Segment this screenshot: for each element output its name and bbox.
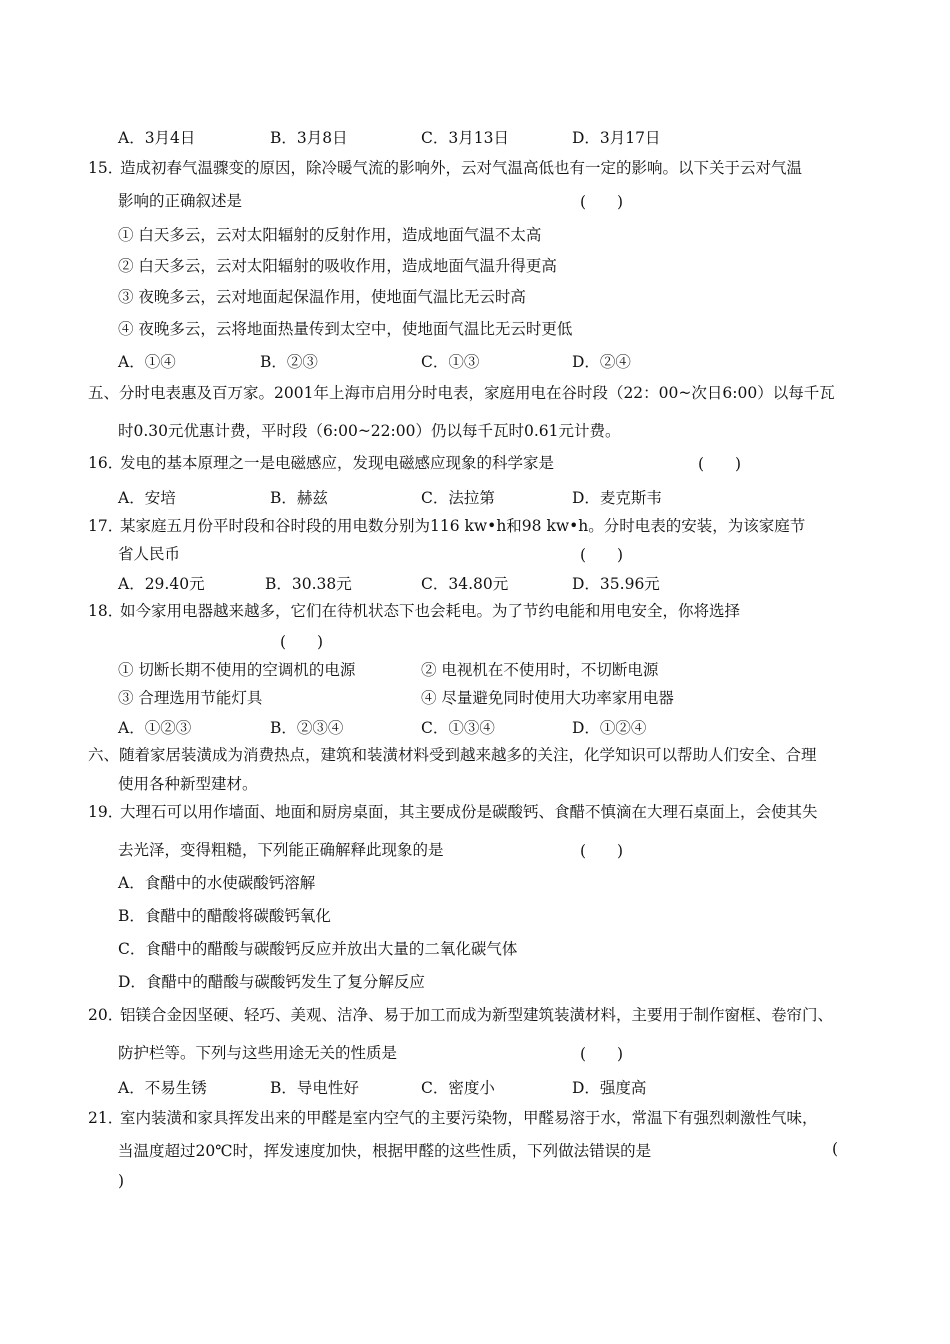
- q15-statement-2: ② 白天多云，云对太阳辐射的吸收作用，造成地面气温升得更高: [118, 257, 557, 275]
- q20-option-d: D．强度高: [572, 1079, 647, 1097]
- q16-option-d: D．麦克斯韦: [572, 489, 662, 507]
- q15-stem-line-2: 影响的正确叙述是: [118, 192, 243, 210]
- section5-intro-line-1: 五、分时电表惠及百万家。2001年上海市启用分时电表，家庭用电在谷时段（22：00~次日6:00）以每千瓦: [88, 384, 835, 402]
- q16-answer-blank: ( ): [698, 455, 742, 473]
- q15-answer-blank: ( ): [580, 193, 624, 211]
- q16-option-a: A．安培: [118, 489, 176, 507]
- q15-option-d: D．②④: [572, 353, 631, 371]
- section6-intro-line-2: 使用各种新型建材。: [118, 775, 258, 793]
- q15-stem-line-1: 15．造成初春气温骤变的原因，除冷暖气流的影响外，云对气温高低也有一定的影响。以下关于云对气温: [88, 159, 803, 177]
- q19-option-b: B．食醋中的醋酸将碳酸钙氧化: [118, 907, 331, 925]
- q20-option-a: A．不易生锈: [118, 1079, 207, 1097]
- q18-option-d: D．①②④: [572, 719, 647, 737]
- q21-stem-line-1: 21．室内装潢和家具挥发出来的甲醛是室内空气的主要污染物，甲醛易溶于水，常温下有强烈刺激性气味，: [88, 1109, 818, 1127]
- q14-option-c: C．3月13日: [421, 129, 509, 147]
- q17-stem-line-2: 省人民币: [118, 545, 181, 563]
- q16-number: 16．: [88, 454, 124, 472]
- q17-option-a: A．29.40元: [118, 575, 205, 593]
- q15-statement-4: ④ 夜晚多云，云将地面热量传到太空中，使地面气温比无云时更低: [118, 320, 573, 338]
- q16-option-b: B．赫兹: [270, 489, 328, 507]
- q21-answer-blank-close: ): [118, 1172, 125, 1190]
- q14-option-d: D．3月17日: [572, 129, 661, 147]
- q17-option-d: D．35.96元: [572, 575, 660, 593]
- q15-option-b: B．②③: [260, 353, 318, 371]
- q18-statement-3: ③ 合理选用节能灯具: [118, 689, 263, 707]
- q15-statement-3: ③ 夜晚多云，云对地面起保温作用，使地面气温比无云时高: [118, 288, 526, 306]
- q18-statement-2: ② 电视机在不使用时，不切断电源: [421, 661, 659, 679]
- q18-option-a: A．①②③: [118, 719, 192, 737]
- q16-stem: 16．发电的基本原理之一是电磁感应，发现电磁感应现象的科学家是: [88, 454, 555, 472]
- section5-intro-line-2: 时0.30元优惠计费，平时段（6:00~22:00）仍以每千瓦时0.61元计费。: [118, 422, 621, 440]
- q19-number: 19．: [88, 803, 124, 821]
- q21-stem-line-2: 当温度超过20℃时，挥发速度加快，根据甲醛的这些性质，下列做法错误的是: [118, 1142, 652, 1160]
- q20-stem-line-1: 20．铝镁合金因坚硬、轻巧、美观、洁净、易于加工而成为新型建筑装潢材料，主要用于制作窗框、卷帘门、: [88, 1006, 834, 1024]
- q18-answer-blank: ( ): [280, 633, 324, 651]
- q15-option-a: A．①④: [118, 353, 176, 371]
- q21-answer-blank-open: (: [832, 1140, 839, 1158]
- q15-number: 15．: [88, 159, 124, 177]
- q19-stem-line-2: 去光泽，变得粗糙，下列能正确解释此现象的是: [118, 841, 444, 859]
- q18-statement-1: ① 切断长期不使用的空调机的电源: [118, 661, 356, 679]
- q20-answer-blank: ( ): [580, 1045, 624, 1063]
- q21-number: 21．: [88, 1109, 124, 1127]
- q15-statement-1: ① 白天多云，云对太阳辐射的反射作用，造成地面气温不太高: [118, 226, 542, 244]
- q17-option-b: B．30.38元: [265, 575, 352, 593]
- q17-number: 17．: [88, 517, 124, 535]
- q14-option-a: A．3月4日: [118, 129, 196, 147]
- q18-statement-4: ④ 尽量避免同时使用大功率家用电器: [421, 689, 674, 707]
- q14-option-b: B．3月8日: [270, 129, 348, 147]
- q19-option-a: A．食醋中的水使碳酸钙溶解: [118, 874, 316, 892]
- q20-option-b: B．导电性好: [270, 1079, 359, 1097]
- q18-option-c: C．①③④: [421, 719, 495, 737]
- q19-answer-blank: ( ): [580, 842, 624, 860]
- q19-option-c: C．食醋中的醋酸与碳酸钙反应并放出大量的二氧化碳气体: [118, 940, 518, 958]
- q20-option-c: C．密度小: [421, 1079, 495, 1097]
- q15-option-c: C．①③: [421, 353, 480, 371]
- q18-stem: 18．如今家用电器越来越多，它们在待机状态下也会耗电。为了节约电能和用电安全，你将选择: [88, 602, 741, 620]
- q20-number: 20．: [88, 1006, 124, 1024]
- q18-option-b: B．②③④: [270, 719, 344, 737]
- q17-option-c: C．34.80元: [421, 575, 509, 593]
- section6-intro-line-1: 六、随着家居装潢成为消费热点，建筑和装潢材料受到越来越多的关注，化学知识可以帮助人们安全、合理: [88, 746, 817, 764]
- q19-stem-line-1: 19．大理石可以用作墙面、地面和厨房桌面，其主要成份是碳酸钙、食醋不慎滴在大理石桌面上，会使其失: [88, 803, 818, 821]
- q17-answer-blank: ( ): [580, 546, 624, 564]
- q19-option-d: D．食醋中的醋酸与碳酸钙发生了复分解反应: [118, 973, 425, 991]
- q16-option-c: C．法拉第: [421, 489, 495, 507]
- q18-number: 18．: [88, 602, 124, 620]
- q20-stem-line-2: 防护栏等。下列与这些用途无关的性质是: [118, 1044, 398, 1062]
- q17-stem-line-1: 17．某家庭五月份平时段和谷时段的用电数分别为116 kw•h和98 kw•h。分时电表的安装，为该家庭节: [88, 517, 806, 535]
